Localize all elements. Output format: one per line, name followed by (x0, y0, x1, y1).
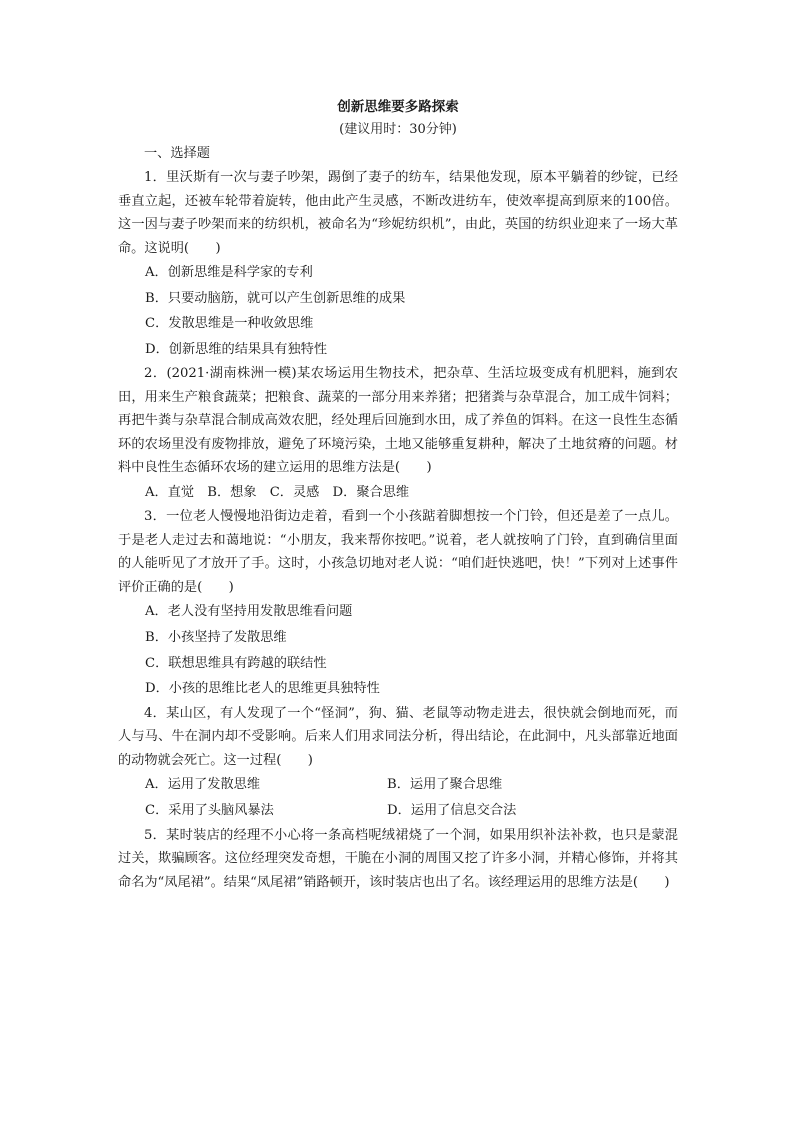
question-1-option-c: C．发散思维是一种收敛思维 (145, 316, 314, 332)
question-1-option-d: D．创新思维的结果具有独特性 (145, 341, 328, 357)
question-3-option-b: B．小孩坚持了发散思维 (145, 630, 287, 646)
question-2-stem: 2．(2021·湖南株洲一模)某农场运用生物技术，把杂草、生活垃圾变成有机肥料，施到农田，用来生产粮食蔬菜；把粮食、蔬菜的一部分用来养猪；把猪粪与杂草混合，加工成牛饲料；再把牛粪与杂草混合制成高效农肥，经处理后回施到水田，成了养鱼的饵料。在这一良性生态循环的农场里没有废物排放，避免了环境污染，土地又能够重复耕种，解决了土地贫瘠的问题。材料中良性生态循环农场的建立运用的思维方法是( ) (118, 366, 678, 476)
document-content (118, 96, 678, 894)
question-3-option-d: D．小孩的思维比老人的思维更具独特性 (145, 681, 380, 697)
question-4-option-b: B．运用了聚合思维 (387, 777, 503, 793)
section-heading: 一、选择题 (144, 146, 210, 161)
question-5-stem: 5．某时装店的经理不小心将一条高档呢绒裙烧了一个洞，如果用织补法补救，也只是蒙混过关，欺骗顾客。这位经理突发奇想，干脆在小洞的周围又挖了许多小洞，并精心修饰，并将其命名为“凤尾裙”。结果“凤尾裙”销路顿开，该时装店也出了名。该经理运用的思维方法是( ) (118, 827, 678, 890)
question-3-stem: 3．一位老人慢慢地沿街边走着，看到一个小孩踮着脚想按一个门铃，但还是差了一点儿。于是老人走过去和蔼地说：“小朋友，我来帮你按吧。”说着，老人就按响了门铃，直到确信里面的人能听见了才放开了手。这时，小孩急切地对老人说：“咱们赶快逃吧，快！”下列对上述事件评价正确的是( ) (118, 509, 678, 595)
question-1-option-a: A．创新思维是科学家的专利 (145, 265, 313, 280)
question-3-option-a: A．老人没有坚持用发散思维看问题 (145, 604, 353, 620)
question-4-options-row-1 (118, 772, 678, 798)
question-4-option-a: A．运用了发散思维 (145, 777, 261, 793)
question-3-option-c: C．联想思维具有跨越的联结性 (145, 655, 327, 671)
question-4-option-c: C．采用了头脑风暴法 (145, 802, 274, 818)
question-4-options-row-2 (118, 798, 678, 824)
question-1-stem: 1．里沃斯有一次与妻子吵架，踢倒了妻子的纺车，结果他发现，原本平躺着的纱锭，已经垂直立起，还被车轮带着旋转，他由此产生灵感，不断改进纺车，使效率提高到原来的100倍。这一因与妻子吵架而来的纺织机，被命名为“珍妮纺织机”，由此，英国的纺织业迎来了一场大革命。这说明( ) (118, 170, 678, 256)
question-2-options: A．直觉 B．想象 C．灵感 D．聚合思维 (145, 484, 410, 500)
question-4-option-d: D．运用了信息交合法 (387, 802, 517, 818)
question-4-stem: 4．某山区，有人发现了一个“怪洞”，狗、猫、老鼠等动物走进去，很快就会倒地而死，而人与马、牛在洞内却不受影响。后来人们用求同法分析，得出结论，在此洞中，凡头部靠近地面的动物就会死亡。这一过程( ) (118, 705, 678, 768)
question-1-option-b: B．只要动脑筋，就可以产生创新思维的成果 (145, 290, 406, 306)
time-suggestion: (建议用时：30分钟) (339, 122, 457, 137)
page-title: 创新思维要多路探索 (337, 99, 459, 115)
